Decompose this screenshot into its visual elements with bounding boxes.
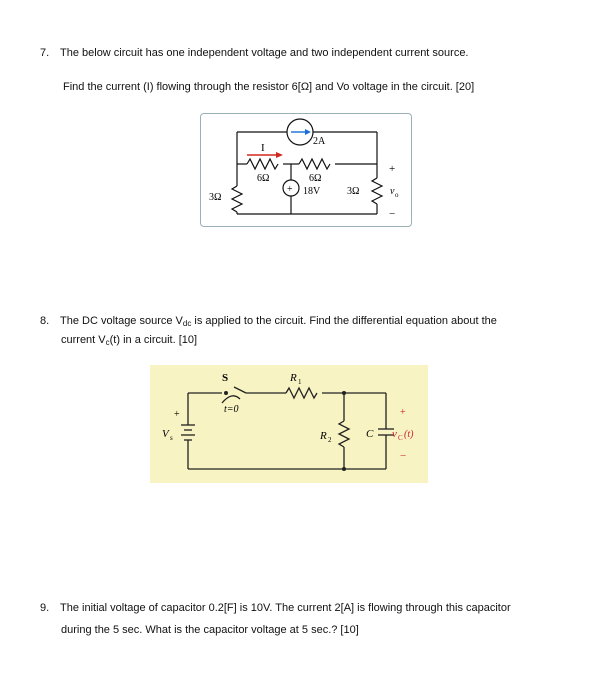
arrow-head-icon [276,152,283,158]
circuit-diagram-2 [150,365,428,483]
circuit-figure-1 [200,113,412,227]
circuit-diagram-1 [201,114,411,226]
label-r-right-top: 6Ω [309,173,322,184]
subscript: c [105,338,110,347]
text-part: (t) in a circuit. [10] [109,334,198,346]
vc-minus: − [400,450,407,462]
vo-minus: − [389,208,396,220]
label-r-left: 3Ω [209,192,222,203]
arrow-head-icon [305,129,311,135]
question-7-subtext: Find the current (I) flowing through the resistor 6[Ω] and Vo voltage in the circuit. [20] [63,81,475,93]
label-r2-sub: 2 [328,436,332,444]
text-part: is applied to the circuit. Find the differential equation about the [191,315,497,327]
label-capacitor: C [366,428,374,440]
label-current: I [261,142,265,154]
label-switch-time: t=0 [224,404,239,415]
subscript: dc [182,319,192,328]
label-r-right: 3Ω [347,186,360,197]
vc-plus: + [400,407,406,418]
label-vo: v [390,186,395,197]
question-number: 9. [40,602,50,614]
question-number: 8. [40,315,50,327]
label-vc-tail: (t) [404,429,414,440]
switch-terminal [224,391,228,395]
label-vs: V [162,428,169,440]
vo-plus: + [389,163,396,175]
junction-dot [342,391,346,395]
junction-dot [342,467,346,471]
label-r2: R [320,430,327,442]
label-vo-sub: o [395,191,399,199]
question-text: The below circuit has one independent voltage and two independent current source. [60,47,469,59]
label-source-current: 2A [313,136,326,147]
label-switch: S [222,372,229,384]
circuit-figure-2 [150,365,428,483]
label-vc-sub: C [398,434,403,442]
label-r1-sub: 1 [298,378,302,386]
label-vs-sub: s [170,434,173,442]
text-part: The DC voltage source V [60,315,183,327]
question-8-line2 [61,334,197,347]
vs-plus: + [174,409,180,420]
question-text: The initial voltage of capacitor 0.2[F] is 10V. The current 2[A] is flowing through this capacitor [60,602,511,614]
question-9-line2: during the 5 sec. What is the capacitor voltage at 5 sec.? [10] [61,624,359,636]
label-vc: v [392,428,397,440]
label-r1: R [290,372,297,384]
question-text [60,313,580,332]
text-part: current V [61,334,106,346]
label-r-left-top: 6Ω [257,173,270,184]
label-voltage-source: 18V [303,186,321,197]
source-plus: + [287,184,293,195]
question-number: 7. [40,47,50,59]
